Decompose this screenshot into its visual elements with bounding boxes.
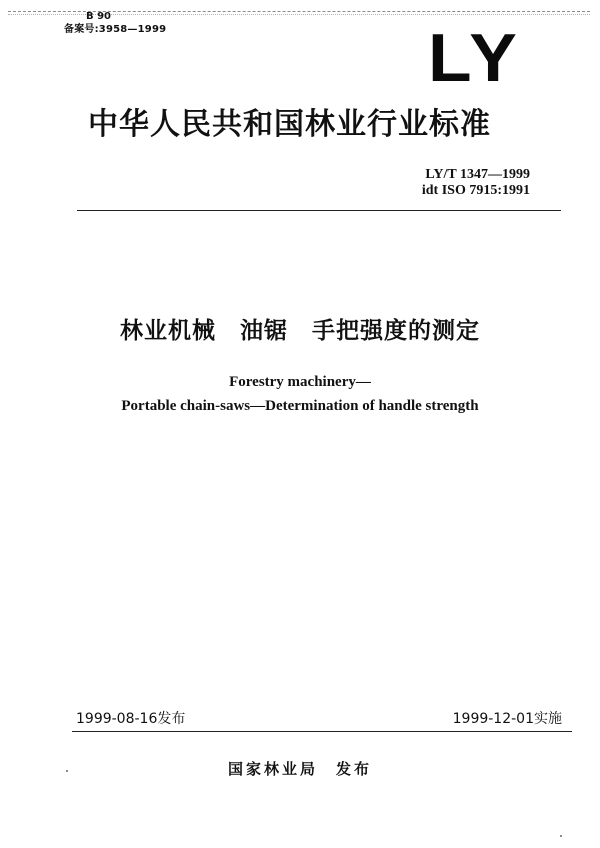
english-title-line2: Portable chain-saws—Determination of handle strength: [121, 398, 479, 414]
registration-number: 备案号:3958—1999: [64, 24, 167, 35]
chinese-title: 林业机械 油锯 手把强度的测定: [120, 318, 480, 344]
issue-date: 1999-08-16发布: [76, 711, 186, 727]
organization-title: 中华人民共和国林业行业标准: [88, 107, 491, 142]
standard-code-block: [422, 167, 530, 199]
scan-speck: [66, 770, 68, 772]
scan-speck: [560, 835, 562, 837]
header-divider: [77, 210, 561, 211]
publisher: 国家林业局 发布: [227, 760, 372, 778]
implementation-date: 1999-12-01实施: [452, 711, 562, 727]
ly-logo: LY: [428, 20, 522, 96]
footer-divider: [72, 731, 572, 732]
english-title-line1: Forestry machinery—: [229, 374, 371, 390]
standard-number: LY/T 1347—1999: [425, 167, 530, 182]
classification-code: B 90: [86, 11, 112, 22]
standard-adoption: idt ISO 7915:1991: [421, 183, 530, 198]
